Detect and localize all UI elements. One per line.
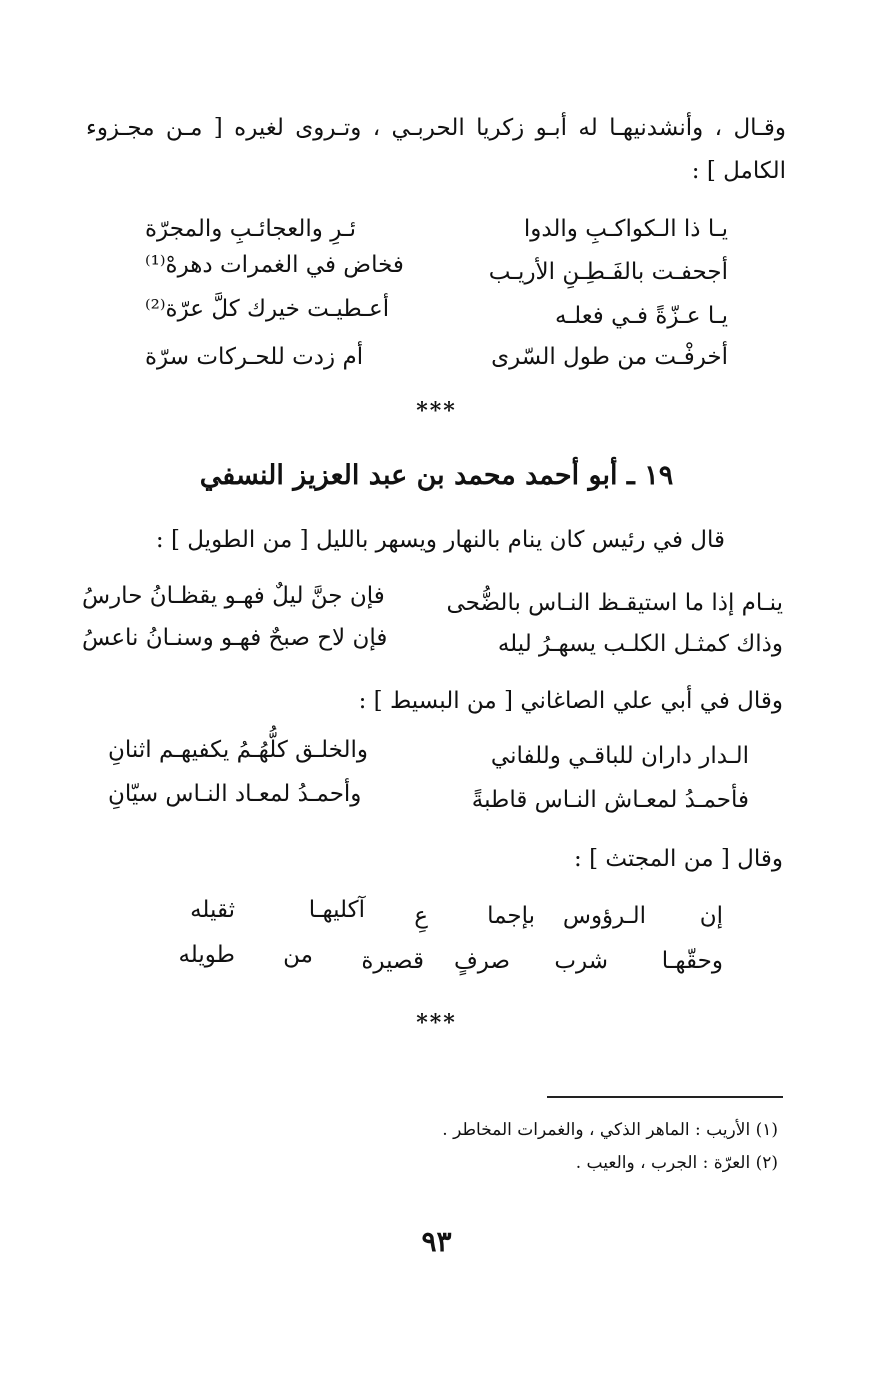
poem1-verse-3-second: أعـطيـت خيرك كلَّ عرّة⁽²⁾ [145, 296, 390, 322]
intro-paragraph-line-2: الكامل ] : [691, 158, 786, 184]
footnote-1: (١) الأريب : الماهر الذكي ، والغمرات المخاطر . [442, 1120, 778, 1140]
poem1-verse-4-second: أم زدت للحـركات سرّة [145, 344, 364, 370]
page-number: ٩٣ [421, 1225, 452, 1258]
poem4-word-2-2: شرب [554, 948, 608, 974]
footnote-divider [547, 1096, 783, 1098]
poem4-word-2-4: قصيرة [361, 948, 424, 974]
poem3-verse-1-first: الـدار داران للباقـي وللفاني [490, 743, 749, 769]
poem2-verse-2-second: فإن لاح صبحٌ فهـو وسنـانُ ناعسُ [82, 625, 388, 651]
saghani-intro-paragraph: وقال في أبي علي الصاغاني [ من البسيط ] : [358, 688, 783, 714]
poem1-verse-3-first: يـا عـزّةً فـي فعلـه [555, 303, 728, 329]
poem1-verse-2-second: فخاض في الغمرات دهرهْ⁽¹⁾ [145, 252, 404, 278]
poem1-verse-1-second: ئـرِ والعجائـبِ والمجرّة [145, 216, 357, 242]
poem3-verse-2-second: وأحمـدُ لمعـاد النـاس سيّانِ [108, 781, 362, 807]
poem4-word-1-3: بإجما [487, 903, 535, 929]
section-heading: ١٩ ـ أبو أحمد محمد بن عبد العزيز النسفي [199, 460, 674, 491]
poem4-word-2-5: من [283, 942, 313, 968]
poem1-verse-2-first: أجحفـت بالفَـطِـنِ الأريـب [488, 259, 728, 285]
poem2-verse-1-first: ينـام إذا ما استيقـظ النـاس بالضُّحى [446, 590, 783, 616]
poem2-verse-2-first: وذاك كمثـل الكلـب يسهـرُ ليله [497, 631, 783, 657]
poem4-word-2-3: صرفٍ [453, 948, 510, 974]
poem4-word-1-2: الـرؤوس [562, 903, 646, 929]
poem1-verse-4-first: أخرفْـت من طول السّرى [491, 344, 728, 370]
section-intro-paragraph: قال في رئيس كان ينام بالنهار ويسهر بالليل [ من الطويل ] : [155, 527, 725, 553]
separator-stars-2: *** [416, 1010, 457, 1036]
mujtath-intro-paragraph: وقال [ من المجتث ] : [574, 846, 783, 872]
footnote-2: (٢) العرّة : الجرب ، والعيب . [575, 1153, 778, 1173]
poem1-verse-1-first: يـا ذا الـكواكـبِ والدوا [523, 216, 728, 242]
poem4-word-2-1: وحقّهـا [661, 948, 723, 974]
poem4-word-2-6: طويله [178, 942, 235, 968]
poem4-word-1-6: ثقيله [190, 897, 235, 923]
intro-paragraph-line-1: وقـال ، وأنشدنيهـا له أبـو زكريا الحربـي ، وتـروى لغيره [ مـن مجـزوء [86, 115, 786, 141]
poem4-word-1-1: إن [699, 903, 723, 929]
poem4-word-1-4: عِ [414, 903, 428, 929]
poem3-verse-2-first: فأحمـدُ لمعـاش النـاس قاطبةً [471, 787, 749, 813]
separator-stars-1: *** [416, 398, 457, 424]
poem2-verse-1-second: فإن جنَّ ليلٌ فهـو يقظـانُ حارسُ [82, 583, 385, 609]
poem4-word-1-5: آكليهـا [308, 897, 365, 923]
poem3-verse-1-second: والخلـق كلُّهُـمُ يكفيهـم اثنانِ [108, 737, 368, 763]
